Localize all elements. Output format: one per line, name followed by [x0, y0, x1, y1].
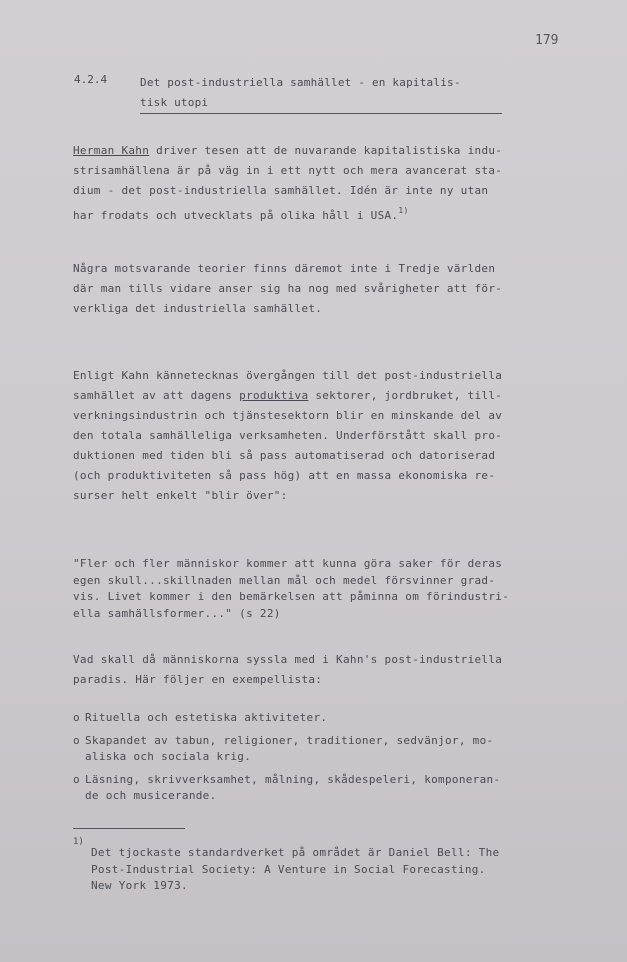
text-line: Post-Industrial Society: A Venture in Social Forecasting. [91, 862, 486, 876]
bullet-icon: o [73, 711, 80, 724]
paragraph-3 [73, 366, 553, 506]
text-line: verkningsindustrin och tjänstesektorn blir en minskande del av [73, 409, 503, 422]
text-line: Några motsvarande teorier finns däremot inte i Tredje världen [73, 262, 496, 275]
footnote [91, 845, 561, 895]
list-item [73, 733, 553, 766]
text-line: den totala samhälleliga verksamheten. Underförstått skall pro- [73, 429, 503, 442]
text-line: strisamhällena är på väg in i ett nytt och mera avancerat sta- [73, 164, 503, 177]
text-span: sektorer, jordbruket, till- [308, 389, 503, 402]
section-title [140, 73, 510, 113]
page-number: 179 [535, 33, 559, 48]
text-line: Vad skall då människorna syssla med i Kahn's post-industriella [73, 653, 503, 666]
text-line [73, 141, 553, 161]
text-line: (och produktiviteten så pass hög) att en massa ekonomiska re- [73, 469, 496, 482]
text-line: egen skull...skillnaden mellan mål och medel försvinner grad- [73, 573, 496, 587]
example-list [73, 710, 553, 805]
bullet-icon: o [73, 733, 80, 747]
section-title-line: Det post-industriella samhället - en kapitalis- [140, 76, 461, 89]
text-line: surser helt enkelt "blir över": [73, 489, 288, 502]
footnote-mark: 1) [73, 837, 84, 847]
text-line: Skapandet av tabun, religioner, traditioner, sedvänjor, mo- [85, 733, 494, 747]
text-line [73, 386, 553, 406]
paragraph-1 [73, 141, 553, 226]
title-underline [140, 113, 502, 114]
paragraph-2 [73, 259, 553, 319]
text-line: dium - det post-industriella samhället. Idén är inte ny utan [73, 184, 489, 197]
bullet-icon: o [73, 772, 80, 786]
emphasis-word: produktiva [239, 389, 309, 402]
author-name: Herman Kahn [73, 144, 150, 157]
block-quote [73, 556, 553, 622]
section-title-line: tisk utopi [140, 96, 209, 109]
text-line: Läsning, skrivverksamhet, målning, skådespeleri, komponeran- [85, 772, 501, 786]
text-span: har frodats och utvecklats på olika håll i USA. [73, 209, 399, 222]
text-line: Det tjockaste standardverket på området är Daniel Bell: The [91, 846, 500, 859]
text-line: duktionen med tiden bli så pass automatiserad och datoriserad [73, 449, 496, 462]
text-line [73, 201, 553, 226]
list-item [73, 772, 553, 805]
text-line: aliska och sociala krig. [85, 750, 252, 763]
text-line: där man tills vidare anser sig ha nog med svårigheter att för- [73, 282, 503, 295]
text-span: driver tesen att de nuvarande kapitalistiska indu- [149, 144, 503, 157]
text-line: "Fler och fler människor kommer att kunna göra saker för deras [73, 557, 503, 570]
footnote-reference: 1) [398, 206, 409, 215]
text-line: vis. Livet kommer i den bemärkelsen att påminna om förindustri- [73, 590, 510, 603]
text-line: Enligt Kahn kännetecknas övergången till det post-industriella [73, 369, 503, 382]
text-line: Rituella och estetiska aktiviteter. [85, 711, 328, 724]
list-item [73, 710, 553, 727]
text-line: New York 1973. [91, 879, 188, 892]
text-span: samhället av att dagens [73, 389, 240, 402]
text-line: ella samhällsformer..." (s 22) [73, 606, 281, 620]
paragraph-4 [73, 650, 553, 690]
footnote-divider [73, 828, 185, 829]
text-line: de och musicerande. [85, 789, 217, 802]
text-line: verkliga det industriella samhället. [73, 302, 323, 315]
section-number: 4.2.4 [74, 73, 108, 86]
text-line: paradis. Här följer en exempellista: [73, 673, 323, 686]
